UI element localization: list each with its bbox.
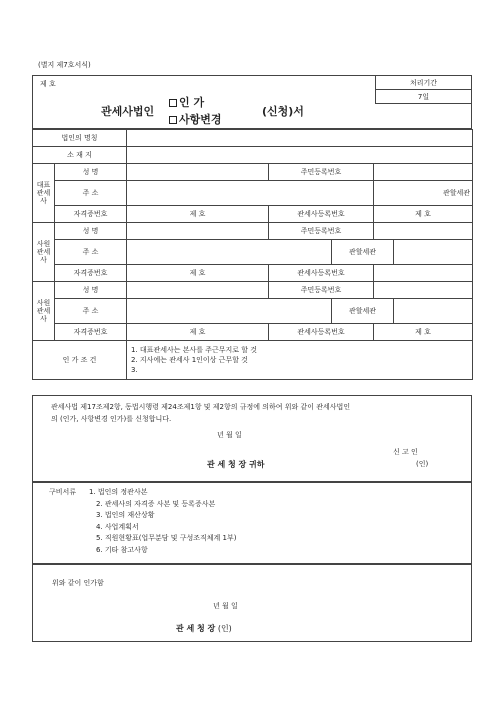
period-value: 7일 bbox=[376, 90, 472, 104]
condition-item: 2. 지사에는 관세사 1인이상 근무할 것 bbox=[131, 356, 248, 364]
addr-value[interactable] bbox=[127, 240, 332, 265]
name-value[interactable] bbox=[127, 164, 269, 181]
corp-addr-row bbox=[33, 147, 473, 164]
cert-no[interactable]: 제 호 bbox=[127, 206, 269, 223]
conditions-row bbox=[33, 341, 473, 380]
approval-signer bbox=[176, 625, 232, 633]
addr-value[interactable] bbox=[127, 181, 374, 206]
statement-text: 관세사법 제17조제2항, 동법시행령 제24조제1항 및 제2항의 규정에 의하여 위와 같이 관세사법인 bbox=[51, 403, 351, 411]
approval-date: 년 월 일 bbox=[213, 602, 238, 610]
document-item: 5. 직원현황표(업무분담 및 구성조직체계 1부) bbox=[96, 534, 237, 542]
reg-no[interactable]: 제 호 bbox=[374, 324, 473, 341]
corp-name-label: 법인의 명칭 bbox=[33, 130, 127, 147]
rrn-value[interactable] bbox=[374, 223, 473, 240]
applicant-seal: (인) bbox=[416, 460, 429, 468]
corp-name-value[interactable] bbox=[127, 130, 473, 147]
rrn-value[interactable] bbox=[374, 164, 473, 181]
office-label: 관할세관 bbox=[332, 240, 394, 265]
document-item: 1. 법인의 정관사본 bbox=[89, 488, 148, 496]
rrn-label: 주민등록번호 bbox=[269, 282, 374, 299]
document-item: 4. 사업계획서 bbox=[96, 523, 139, 531]
addr-value[interactable] bbox=[127, 299, 332, 324]
title-option-approval: 인 가 bbox=[169, 94, 204, 110]
applicant-table bbox=[32, 129, 473, 380]
statement-text: 의 (인가, 사항변경 인가)를 신청합니다. bbox=[51, 415, 172, 423]
cert-no[interactable]: 제 호 bbox=[127, 324, 269, 341]
cert-label: 자격증번호 bbox=[55, 324, 127, 341]
rrn-value[interactable] bbox=[374, 282, 473, 299]
cert-label: 자격증번호 bbox=[55, 206, 127, 223]
reg-label: 관세사등록번호 bbox=[269, 265, 374, 282]
approval-box bbox=[32, 564, 472, 642]
title-prefix: 관세사법인 bbox=[101, 105, 155, 118]
name-value[interactable] bbox=[127, 282, 269, 299]
document-item: 6. 기타 참고사항 bbox=[96, 546, 148, 554]
addr-label: 주 소 bbox=[55, 240, 127, 265]
group-label: 사원 관세 사 bbox=[33, 282, 55, 341]
corp-addr-label: 소 재 지 bbox=[33, 147, 127, 164]
signer-seal: (인) bbox=[217, 624, 232, 633]
applicant-label: 신 고 인 bbox=[393, 448, 418, 456]
conditions-label: 인 가 조 건 bbox=[33, 341, 127, 380]
checkbox[interactable] bbox=[169, 116, 177, 124]
doc-number-label: 제 호 bbox=[40, 80, 56, 88]
reg-label: 관세사등록번호 bbox=[269, 324, 374, 341]
addressee: 관 세 청 장 귀하 bbox=[207, 460, 265, 469]
name-label: 성 명 bbox=[55, 223, 127, 240]
office-value[interactable] bbox=[394, 240, 473, 265]
statement-date: 년 월 일 bbox=[217, 431, 242, 439]
title-suffix: (신청)서 bbox=[262, 105, 304, 118]
document-item: 2. 관세사의 자격증 사본 및 등록증사본 bbox=[96, 500, 216, 508]
period-label: 처리기간 bbox=[376, 76, 472, 90]
office-label: 관할세관 bbox=[332, 299, 394, 324]
checkbox[interactable] bbox=[169, 99, 177, 107]
conditions-list bbox=[127, 341, 473, 380]
office-value[interactable] bbox=[394, 299, 473, 324]
signer-name: 관 세 청 장 bbox=[176, 624, 216, 633]
processing-period-table bbox=[375, 75, 472, 104]
reg-no[interactable] bbox=[374, 265, 473, 282]
corp-addr-value[interactable] bbox=[127, 147, 473, 164]
cert-label: 자격증번호 bbox=[55, 265, 127, 282]
name-label: 성 명 bbox=[55, 282, 127, 299]
cert-no[interactable]: 제 호 bbox=[127, 265, 269, 282]
condition-item: 3. bbox=[131, 366, 138, 374]
rrn-label: 주민등록번호 bbox=[269, 223, 374, 240]
name-value[interactable] bbox=[127, 223, 269, 240]
rrn-label: 주민등록번호 bbox=[269, 164, 374, 181]
condition-item: 1. 대표관세사는 본사를 주근무지로 할 것 bbox=[131, 346, 258, 354]
reg-label: 관세사등록번호 bbox=[269, 206, 374, 223]
office-label: 관할세관 bbox=[374, 181, 473, 206]
reg-no[interactable]: 제 호 bbox=[374, 206, 473, 223]
documents-label: 구비서류 bbox=[49, 488, 77, 496]
document-item: 3. 법인의 재산상황 bbox=[96, 511, 155, 519]
corp-name-row bbox=[33, 130, 473, 147]
addr-label: 주 소 bbox=[55, 299, 127, 324]
name-label: 성 명 bbox=[55, 164, 127, 181]
group-label: 사원 관세 사 bbox=[33, 223, 55, 282]
addr-label: 주 소 bbox=[55, 181, 127, 206]
approval-text: 위와 같이 인가함 bbox=[52, 579, 104, 587]
group-label: 대표 관세 사 bbox=[33, 164, 55, 223]
form-label: (별지 제7호서식) bbox=[38, 61, 91, 69]
title-option-change: 사항변경 bbox=[169, 111, 222, 127]
